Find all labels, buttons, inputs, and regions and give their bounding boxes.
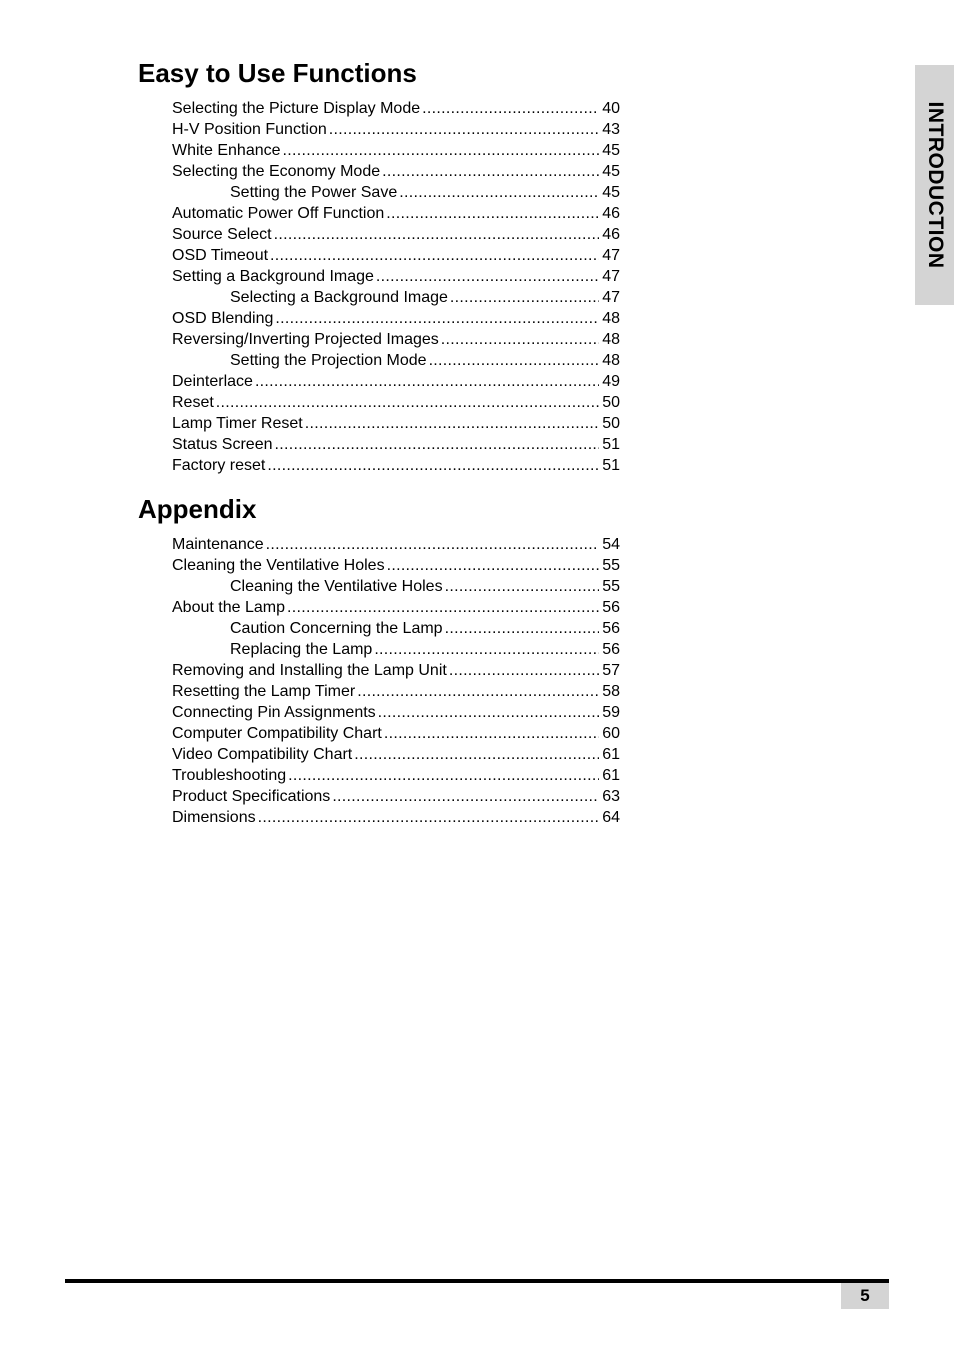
toc-entry[interactable] bbox=[0, 744, 954, 765]
toc-entry-line bbox=[172, 371, 620, 392]
toc-list-appendix bbox=[0, 534, 954, 828]
toc-entry-line bbox=[172, 98, 620, 119]
toc-entry[interactable] bbox=[0, 455, 954, 476]
toc-dot-leader bbox=[332, 786, 599, 807]
toc-dot-leader bbox=[387, 555, 600, 576]
toc-entry[interactable] bbox=[0, 161, 954, 182]
toc-entry-page-number: 47 bbox=[602, 247, 620, 264]
toc-entry-title: Replacing the Lamp bbox=[230, 641, 373, 658]
chapter-tab-label: INTRODUCTION bbox=[923, 101, 947, 269]
toc-entry-page-number: 56 bbox=[602, 641, 620, 658]
toc-entry-title: Automatic Power Off Function bbox=[172, 205, 385, 222]
toc-entry-line bbox=[172, 786, 620, 807]
toc-dot-leader bbox=[274, 224, 600, 245]
toc-entry-line bbox=[172, 744, 620, 765]
toc-entry-title: Computer Compatibility Chart bbox=[172, 725, 382, 742]
toc-dot-leader bbox=[386, 203, 599, 224]
toc-entry-line bbox=[172, 308, 620, 329]
toc-entry-line bbox=[172, 702, 620, 723]
toc-entry-title: Setting the Projection Mode bbox=[230, 352, 427, 369]
toc-entry-page-number: 55 bbox=[602, 557, 620, 574]
toc-entry-page-number: 46 bbox=[602, 205, 620, 222]
toc-entry[interactable] bbox=[0, 245, 954, 266]
toc-entry-line bbox=[172, 413, 620, 434]
toc-entry-line bbox=[172, 140, 620, 161]
toc-entry-title: Removing and Installing the Lamp Unit bbox=[172, 662, 447, 679]
toc-entry-line bbox=[172, 266, 620, 287]
toc-entry[interactable] bbox=[0, 681, 954, 702]
page-number: 5 bbox=[841, 1283, 889, 1309]
toc-entry-page-number: 46 bbox=[602, 226, 620, 243]
toc-entry[interactable] bbox=[0, 576, 954, 597]
toc-dot-leader bbox=[255, 371, 599, 392]
toc-entry[interactable] bbox=[0, 224, 954, 245]
toc-entry[interactable] bbox=[0, 329, 954, 350]
toc-dot-leader bbox=[275, 308, 599, 329]
toc-entry-title: Reset bbox=[172, 394, 214, 411]
toc-entry-title: OSD Blending bbox=[172, 310, 274, 327]
toc-entry-page-number: 48 bbox=[602, 352, 620, 369]
toc-entry-page-number: 49 bbox=[602, 373, 620, 390]
toc-entry-page-number: 45 bbox=[602, 184, 620, 201]
toc-entry-page-number: 54 bbox=[602, 536, 620, 553]
toc-entry-line bbox=[230, 287, 620, 308]
toc-entry-line bbox=[172, 597, 620, 618]
toc-entry-title: Setting the Power Save bbox=[230, 184, 398, 201]
toc-dot-leader bbox=[450, 287, 599, 308]
toc-entry-page-number: 47 bbox=[602, 289, 620, 306]
toc-entry[interactable] bbox=[0, 765, 954, 786]
toc-dot-leader bbox=[376, 266, 599, 287]
toc-entry-title: Status Screen bbox=[172, 436, 273, 453]
toc-entry-page-number: 60 bbox=[602, 725, 620, 742]
toc-entry-page-number: 50 bbox=[602, 415, 620, 432]
toc-entry-line bbox=[172, 681, 620, 702]
toc-entry-title: About the Lamp bbox=[172, 599, 285, 616]
section-heading-appendix: Appendix bbox=[138, 494, 257, 524]
toc-entry[interactable] bbox=[0, 413, 954, 434]
toc-entry[interactable] bbox=[0, 371, 954, 392]
footer-rule bbox=[65, 1279, 889, 1283]
toc-entry-page-number: 56 bbox=[602, 620, 620, 637]
toc-entry-title: Deinterlace bbox=[172, 373, 253, 390]
toc-dot-leader bbox=[382, 161, 599, 182]
toc-entry-title: Reversing/Inverting Projected Images bbox=[172, 331, 439, 348]
toc-entry-line bbox=[172, 161, 620, 182]
toc-entry-title: Cleaning the Ventilative Holes bbox=[172, 557, 385, 574]
toc-entry-line bbox=[172, 203, 620, 224]
toc-entry-title: Video Compatibility Chart bbox=[172, 746, 353, 763]
toc-dot-leader bbox=[445, 576, 600, 597]
toc-entry-line bbox=[172, 224, 620, 245]
toc-entry-line bbox=[172, 807, 620, 828]
toc-entry-line bbox=[230, 618, 620, 639]
toc-entry-page-number: 57 bbox=[602, 662, 620, 679]
toc-dot-leader bbox=[266, 534, 600, 555]
toc-entry-page-number: 51 bbox=[602, 436, 620, 453]
toc-entry-page-number: 48 bbox=[602, 331, 620, 348]
toc-dot-leader bbox=[258, 807, 600, 828]
toc-dot-leader bbox=[384, 723, 599, 744]
toc-entry[interactable] bbox=[0, 723, 954, 744]
toc-dot-leader bbox=[357, 681, 599, 702]
section-heading-easy-to-use-functions: Easy to Use Functions bbox=[138, 58, 417, 88]
toc-list-easy-to-use-functions bbox=[0, 98, 954, 476]
toc-entry-page-number: 43 bbox=[602, 121, 620, 138]
toc-dot-leader bbox=[354, 744, 599, 765]
toc-entry[interactable] bbox=[0, 98, 954, 119]
toc-entry[interactable] bbox=[0, 266, 954, 287]
toc-dot-leader bbox=[449, 660, 599, 681]
toc-entry[interactable] bbox=[0, 639, 954, 660]
toc-entry-page-number: 55 bbox=[602, 578, 620, 595]
toc-entry-title: Selecting the Picture Display Mode bbox=[172, 100, 421, 117]
toc-entry-title: Source Select bbox=[172, 226, 272, 243]
toc-entry[interactable] bbox=[0, 807, 954, 828]
toc-entry-page-number: 50 bbox=[602, 394, 620, 411]
toc-entry-line bbox=[230, 576, 620, 597]
toc-entry-page-number: 58 bbox=[602, 683, 620, 700]
toc-entry-title: OSD Timeout bbox=[172, 247, 269, 264]
toc-entry-title: Selecting a Background Image bbox=[230, 289, 448, 306]
toc-entry[interactable] bbox=[0, 182, 954, 203]
toc-entry[interactable] bbox=[0, 119, 954, 140]
toc-dot-leader bbox=[399, 182, 599, 203]
toc-entry-title: Factory reset bbox=[172, 457, 266, 474]
toc-entry[interactable] bbox=[0, 618, 954, 639]
toc-entry-line bbox=[172, 329, 620, 350]
toc-entry-title: Connecting Pin Assignments bbox=[172, 704, 376, 721]
toc-entry-title: Product Specifications bbox=[172, 788, 331, 805]
toc-entry-title: Lamp Timer Reset bbox=[172, 415, 303, 432]
toc-entry-line bbox=[172, 455, 620, 476]
toc-entry-line bbox=[172, 723, 620, 744]
toc-entry[interactable] bbox=[0, 140, 954, 161]
toc-entry-title: Setting a Background Image bbox=[172, 268, 374, 285]
toc-dot-leader bbox=[270, 245, 599, 266]
toc-entry-line bbox=[172, 660, 620, 681]
toc-entry-line bbox=[172, 434, 620, 455]
toc-dot-leader bbox=[422, 98, 599, 119]
toc-entry[interactable] bbox=[0, 308, 954, 329]
toc-entry-page-number: 61 bbox=[602, 767, 620, 784]
toc-entry[interactable] bbox=[0, 702, 954, 723]
toc-entry-title: White Enhance bbox=[172, 142, 281, 159]
toc-entry-line bbox=[172, 765, 620, 786]
chapter-tab bbox=[915, 65, 954, 305]
toc-entry[interactable] bbox=[0, 555, 954, 576]
toc-dot-leader bbox=[445, 618, 600, 639]
toc-entry-title: Selecting the Economy Mode bbox=[172, 163, 381, 180]
toc-entry[interactable] bbox=[0, 287, 954, 308]
toc-entry-title: Caution Concerning the Lamp bbox=[230, 620, 443, 637]
toc-entry-page-number: 56 bbox=[602, 599, 620, 616]
toc-entry-line bbox=[172, 555, 620, 576]
toc-dot-leader bbox=[216, 392, 599, 413]
toc-dot-leader bbox=[429, 350, 600, 371]
toc-entry-title: Cleaning the Ventilative Holes bbox=[230, 578, 443, 595]
toc-entry-title: Troubleshooting bbox=[172, 767, 287, 784]
toc-entry-line bbox=[230, 182, 620, 203]
toc-entry-title: Maintenance bbox=[172, 536, 264, 553]
toc-entry-line bbox=[230, 350, 620, 371]
toc-entry[interactable] bbox=[0, 350, 954, 371]
toc-entry-line bbox=[172, 245, 620, 266]
toc-entry[interactable] bbox=[0, 660, 954, 681]
toc-entry-page-number: 63 bbox=[602, 788, 620, 805]
toc-entry-page-number: 45 bbox=[602, 163, 620, 180]
toc-dot-leader bbox=[275, 434, 600, 455]
toc-dot-leader bbox=[374, 639, 599, 660]
toc-dot-leader bbox=[378, 702, 600, 723]
toc-entry-title: Resetting the Lamp Timer bbox=[172, 683, 356, 700]
toc-dot-leader bbox=[441, 329, 599, 350]
toc-dot-leader bbox=[329, 119, 599, 140]
toc-dot-leader bbox=[267, 455, 599, 476]
toc-dot-leader bbox=[283, 140, 600, 161]
toc-entry-line bbox=[172, 392, 620, 413]
toc-entry-page-number: 64 bbox=[602, 809, 620, 826]
toc-dot-leader bbox=[305, 413, 599, 434]
toc-entry[interactable] bbox=[0, 534, 954, 555]
toc-entry-page-number: 51 bbox=[602, 457, 620, 474]
toc-entry[interactable] bbox=[0, 434, 954, 455]
toc-entry-line bbox=[172, 534, 620, 555]
toc-entry-page-number: 45 bbox=[602, 142, 620, 159]
toc-entry[interactable] bbox=[0, 786, 954, 807]
toc-entry-title: Dimensions bbox=[172, 809, 256, 826]
toc-entry-line bbox=[172, 119, 620, 140]
toc-entry-page-number: 59 bbox=[602, 704, 620, 721]
toc-entry-page-number: 47 bbox=[602, 268, 620, 285]
toc-entry[interactable] bbox=[0, 597, 954, 618]
toc-dot-leader bbox=[288, 765, 599, 786]
toc-entry-page-number: 40 bbox=[602, 100, 620, 117]
toc-entry[interactable] bbox=[0, 203, 954, 224]
toc-entry-title: H-V Position Function bbox=[172, 121, 327, 138]
toc-entry-page-number: 48 bbox=[602, 310, 620, 327]
toc-entry-page-number: 61 bbox=[602, 746, 620, 763]
toc-entry-line bbox=[230, 639, 620, 660]
toc-dot-leader bbox=[287, 597, 599, 618]
toc-entry[interactable] bbox=[0, 392, 954, 413]
